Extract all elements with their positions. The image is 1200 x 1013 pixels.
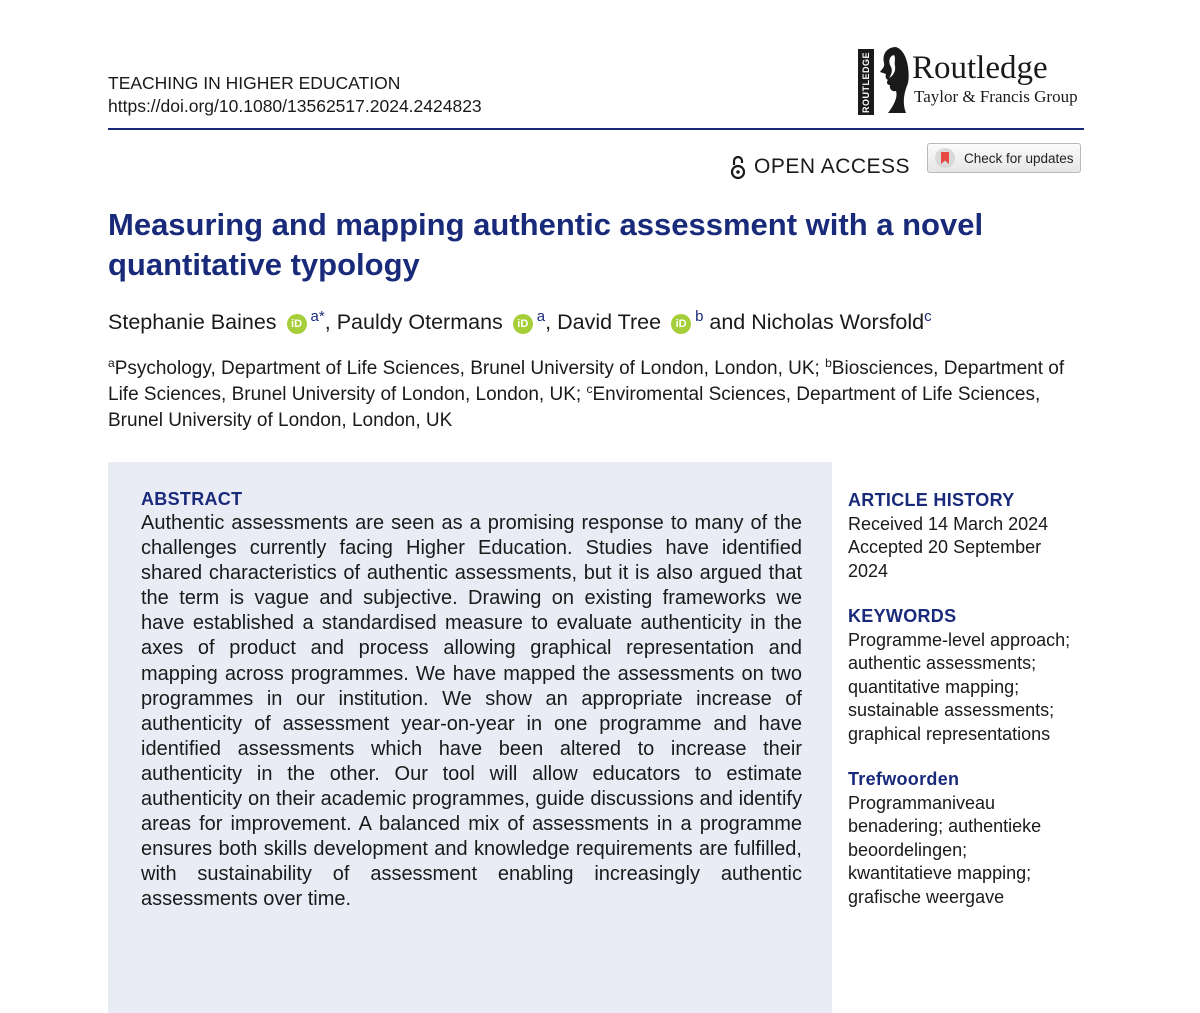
- trefwoord-item: Programmaniveau: [848, 792, 996, 813]
- keyword-item: sustainable assessments;: [848, 700, 1055, 720]
- affiliation-text: Psychology, Department of Life Sciences, Brunel University of London, London, UK;: [114, 358, 826, 379]
- abstract-heading: ABSTRACT: [141, 489, 243, 509]
- author-name: David Tree: [557, 310, 662, 334]
- author-name: Pauldy Otermans: [336, 310, 503, 334]
- article-history-heading: ARTICLE HISTORY: [848, 490, 1015, 510]
- keyword-item: graphical representations: [848, 723, 1051, 744]
- received-date: Received 14 March 2024: [848, 513, 1049, 534]
- trefwoord-item: grafische weergave: [848, 886, 1005, 907]
- trefwoord-item: kwantitatieve mapping;: [848, 863, 1032, 883]
- author-name: Stephanie Baines: [108, 310, 277, 334]
- author-name: Nicholas Worsfold: [751, 310, 925, 334]
- author-conjunction: and: [709, 310, 746, 334]
- bookmark-icon: [934, 147, 956, 169]
- article-sidebar: [848, 489, 1078, 931]
- author-affiliation-mark: a: [536, 308, 546, 325]
- article-history: [848, 489, 1078, 583]
- trefwoorden-heading: Trefwoorden: [848, 769, 960, 789]
- head-silhouette-icon: [876, 45, 910, 115]
- keywords-heading: KEYWORDS: [848, 606, 957, 626]
- journal-name: TEACHING IN HIGHER EDUCATION: [108, 73, 401, 93]
- affiliation-text: Biosciences, Department of Life Sciences, Brunel University of London, London, UK;: [108, 358, 1065, 405]
- open-access-label: OPEN ACCESS: [754, 155, 911, 178]
- author-list: Stephanie Baines iD $^{a*}$, Pauldy Otermans iD $^a$, David Tree iD $^b$ and Nicholas Worsfold$^c$: [108, 308, 932, 334]
- affiliation-mark: c: [586, 382, 593, 396]
- abstract-text: Authentic assessments are seen as a promising response to many of the challenges currently facing Higher Education. Studies have identified shared characteristics of authentic assessments, but it is also argued that the term is vague and subjective. Drawing on existing frameworks we have established a standardised measure to evaluate authenticity in the axes of product and process allowing graphical representation and mapping across programmes. We have mapped the assessments on two programmes in our institution. We show an appropriate increase of authenticity of assessment year-on-year in one programme and have identified assessments which have been altered to increase their authenticity in the other. Our tool will allow educators to estimate authenticity on their academic programmes, guide discussions and identify areas for improvement. A balanced mix of assessments in a programme ensures both skills development and knowledge requirements are fulfilled, with sustainability of assessment enabling increasingly authentic assessments over time.: [141, 512, 802, 911]
- keywords: [848, 605, 1078, 746]
- trefwoorden: [848, 768, 1078, 909]
- orcid-icon[interactable]: iD: [671, 314, 691, 334]
- publisher-logo: [856, 45, 1086, 117]
- affiliation-text: Enviromental Sciences, Department of Life Sciences, Brunel University of London, London, UK: [108, 384, 1041, 431]
- author-affiliation-mark: b: [695, 308, 704, 325]
- journal-header: [108, 72, 482, 118]
- check-for-updates-button[interactable]: [927, 143, 1081, 173]
- author-affiliation-mark: c: [924, 308, 932, 325]
- keyword-item: authentic assessments;: [848, 653, 1037, 673]
- orcid-icon[interactable]: iD: [287, 314, 307, 334]
- author-affiliation-mark: a*: [310, 308, 325, 325]
- doi-link[interactable]: https://doi.org/10.1080/13562517.2024.2424823: [108, 96, 482, 116]
- affiliations: [108, 356, 1093, 434]
- keyword-item: quantitative mapping;: [848, 676, 1020, 697]
- trefwoord-item: benadering; authentieke: [848, 816, 1042, 836]
- publisher-group: Taylor & Francis Group: [914, 87, 1078, 106]
- keyword-item: Programme-level approach;: [848, 629, 1071, 650]
- affiliation-mark: a: [108, 356, 115, 370]
- open-access-badge: [730, 150, 910, 184]
- check-for-updates-label: Check for updates: [964, 150, 1074, 166]
- publisher-name: Routledge: [912, 50, 1048, 86]
- trefwoord-item: beoordelingen;: [848, 839, 968, 860]
- publisher-vertical-label: ROUTLEDGE: [858, 49, 874, 115]
- affiliation-mark: b: [825, 356, 832, 370]
- orcid-icon[interactable]: iD: [513, 314, 533, 334]
- open-access-icon: [730, 154, 746, 180]
- article-title: Measuring and mapping authentic assessment with a novel quantitative typology: [108, 207, 984, 282]
- header-rule: [108, 128, 1084, 130]
- accepted-date: Accepted 20 September 2024: [848, 537, 1042, 581]
